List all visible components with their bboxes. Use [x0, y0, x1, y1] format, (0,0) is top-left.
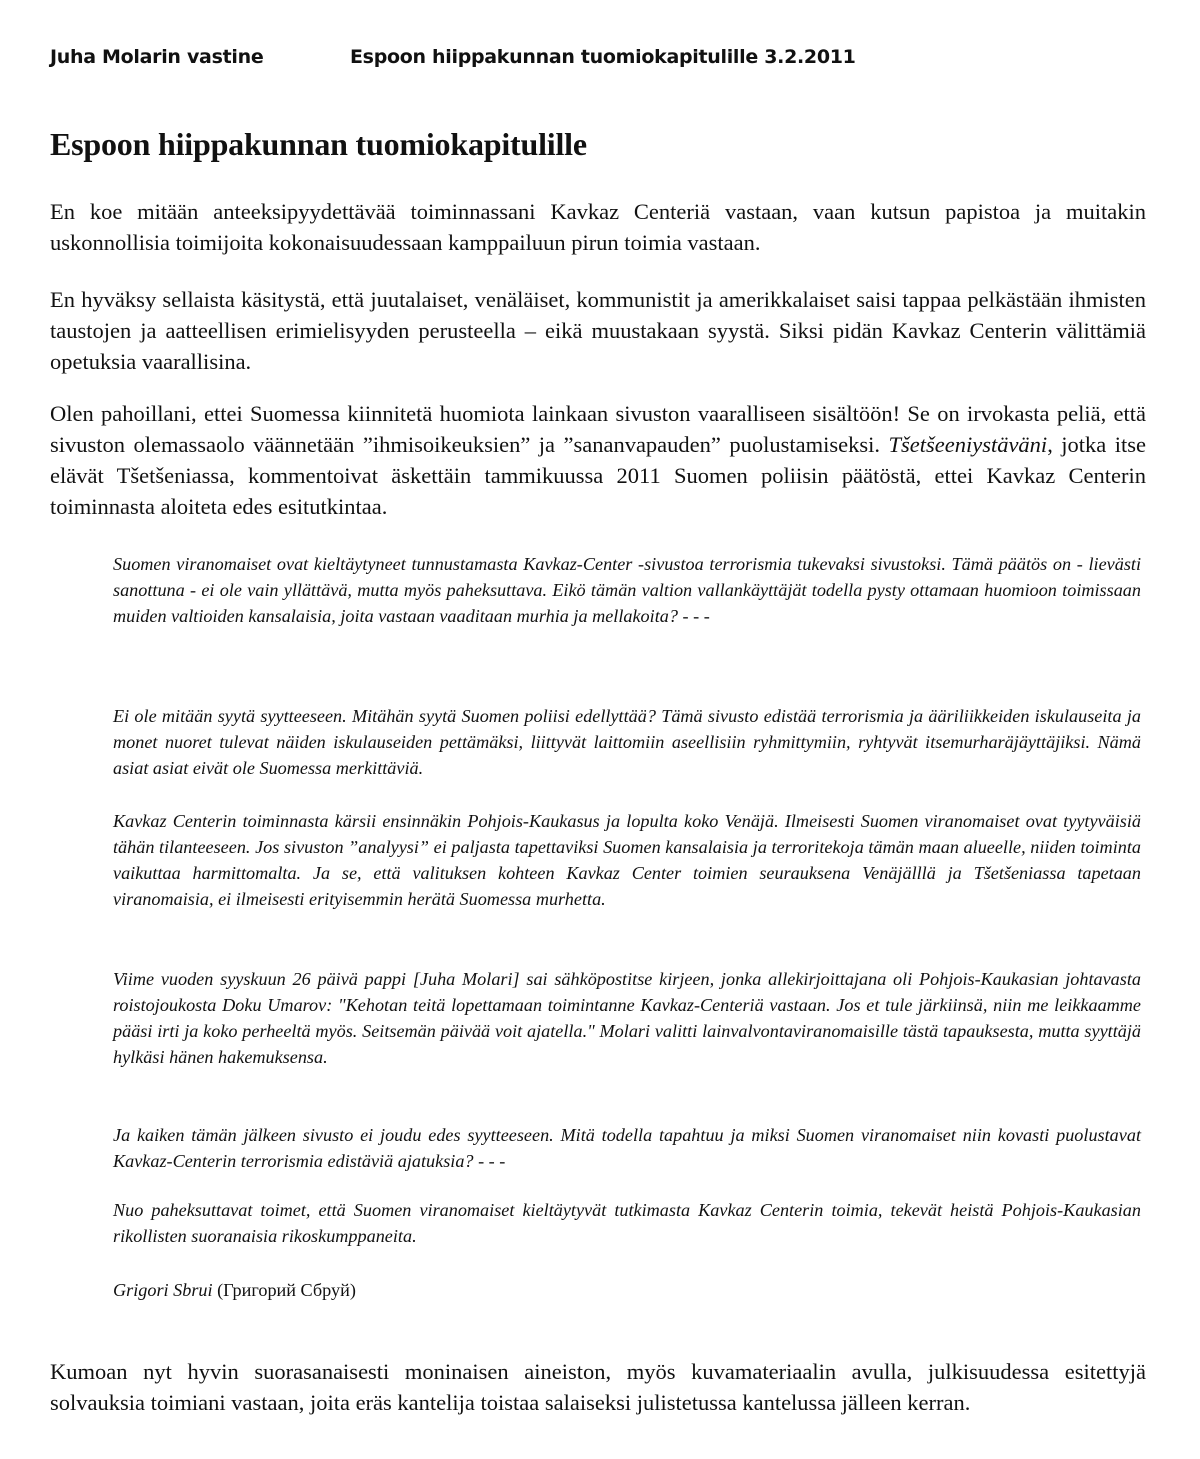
signature-cyrillic: (Григорий Сбруй) — [217, 1280, 356, 1300]
header-author: Juha Molarin vastine — [50, 46, 264, 68]
quote-paragraph-1: Suomen viranomaiset ovat kieltäytyneet tunnustamasta Kavkaz-Center -sivustoa terrorismia tukevaksi sivustoksi. Tämä päätös on - lievästi sanottuna - ei ole vain yllättävä, mutta myös paheksuttava. Eikö tämän valtion vallankäyttäjät todella pysty ottamaan huomioon toimissaan muiden valtioiden kansalaisia, joita vastaan vaaditaan murhia ja mellakoita? - - - — [113, 554, 1141, 626]
paragraph-1: En koe mitään anteeksipyydettävää toiminnassani Kavkaz Centeriä vastaan, vaan kutsun papistoa ja muitakin uskonnollisia toimijoita kokonaisuudessaan kamppailuun pirun toimia vastaan. — [50, 199, 1146, 255]
quote-paragraph-2: Ei ole mitään syytä syytteeseen. Mitähän syytä Suomen poliisi edellyttää? Tämä sivusto edistää terrorismia ja ääriliikkeiden iskulauseita ja monet nuoret tulevat näiden iskulauseiden pettämäksi, liittyvät laittomiin aseellisiin ryhmittymiin, ryhtyvät itsemurharäjäyttäjiksi. Nämä asiat asiat eivät ole Suomessa merkittäviä. — [113, 706, 1141, 778]
paragraph-3 — [50, 398, 1146, 522]
quote-signature — [113, 1277, 1141, 1303]
quote-paragraph-4: Viime vuoden syyskuun 26 päivä pappi [Juha Molari] sai sähköpostitse kirjeen, jonka allekirjoittajana oli Pohjois-Kaukasian johtavasta roistojoukosta Doku Umarov: "Kehotan teitä lopettamaan toimintanne Kavkaz-Centeriä vastaan. Jos et tule järkiinsä, niin me leikkaamme pääsi irti ja koko perheeltä myös. Seitsemän päivää voit ajatella." Molari valitti lainvalvontaviranomaisille tästä tapauksesta, mutta syyttäjä hylkäsi hänen hakemuksensa. — [113, 969, 1141, 1067]
quote-paragraph-6: Nuo paheksuttavat toimet, että Suomen viranomaiset kieltäytyvät tutkimasta Kavkaz Centerin toimia, tekevät heistä Pohjois-Kaukasian rikollisten suoranaisia rikoskumppaneita. — [113, 1200, 1141, 1246]
header-recipient-date: Espoon hiippakunnan tuomiokapitulille 3.2.2011 — [350, 46, 856, 68]
paragraph-2: En hyväksy sellaista käsitystä, että juutalaiset, venäläiset, kommunistit ja amerikkalaiset saisi tappaa pelkästään ihmisten taustojen ja aatteellisen erimielisyyden perusteella – eikä muustakaan syystä. Siksi pidän Kavkaz Centerin välittämiä opetuksia vaarallisina. — [50, 287, 1146, 374]
document-title: Espoon hiippakunnan tuomiokapitulille — [50, 126, 587, 162]
paragraph-final: Kumoan nyt hyvin suorasanaisesti moninaisen aineiston, myös kuvamateriaalin avulla, julkisuudessa esitettyjä solvauksia toimiani vastaan, joita eräs kantelija toistaa salaiseksi julistetussa kantelussa jälleen kerran. — [50, 1359, 1146, 1415]
paragraph-3-italic: Tšetšeeniystäväni — [888, 432, 1048, 457]
paragraph-3-start: Olen pahoillani, ettei Suomessa kiinnitetä huomiota lainkaan sivuston vaaralliseen sisältöön! Se on irvokasta peliä, että sivuston olemassaolo väännetään ”ihmisoikeuksien” ja ”sananvapauden” puolustamiseksi. — [50, 401, 1146, 457]
quote-paragraph-5: Ja kaiken tämän jälkeen sivusto ei joudu edes syytteeseen. Mitä todella tapahtuu ja miksi Suomen viranomaiset niin kovasti puolustavat Kavkaz-Centerin terrorismia edistäviä ajatuksia? - - - — [113, 1125, 1141, 1171]
signature-name: Grigori Sbrui — [113, 1280, 213, 1300]
quote-paragraph-3: Kavkaz Centerin toiminnasta kärsii ensinnäkin Pohjois-Kaukasus ja lopulta koko Venäjä. Ilmeisesti Suomen viranomaiset ovat tyytyväisiä tähän tilanteeseen. Jos sivuston ”analyysi” ei paljasta tapettaviksi Suomen kansalaisia ja terroritekoja tämän maan alueelle, niiden toiminta vaikuttaa harmittomalta. Ja se, että valituksen kohteen Kavkaz Center toimien seurauksena Venäjälllä ja Tšetšeniassa tapetaan viranomaisia, ei ilmeisesti erityisemmin herätä Suomessa murhetta. — [113, 811, 1141, 909]
document-header — [50, 46, 856, 68]
paragraph-3-end: , jotka itse elävät Tšetšeniassa, kommentoivat äskettäin tammikuussa 2011 Suomen poliisin päätöstä, ettei Kavkaz Centerin toiminnasta aloiteta edes esitutkintaa. — [50, 432, 1147, 519]
